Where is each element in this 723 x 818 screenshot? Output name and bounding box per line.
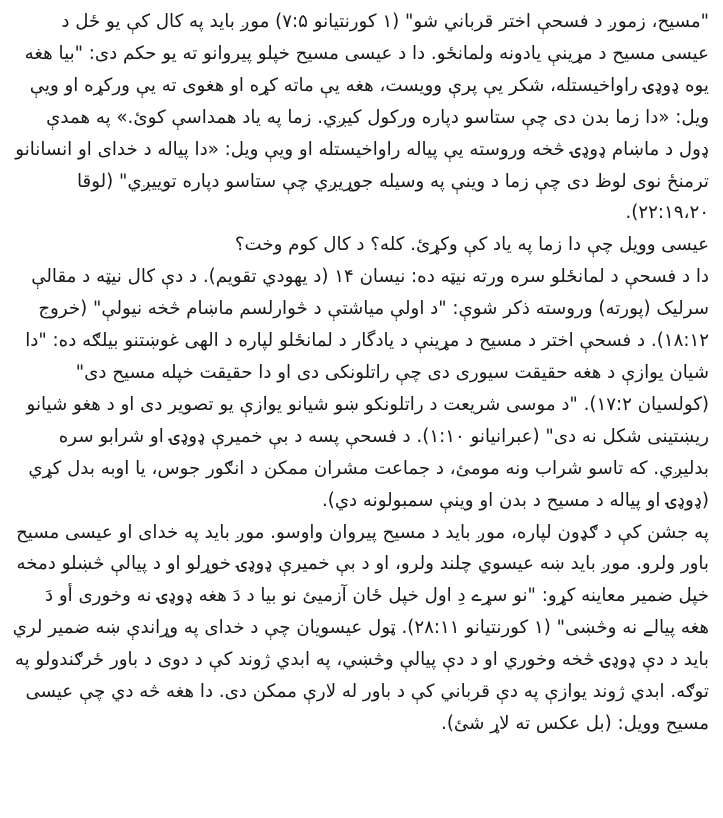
paragraph-passover-command: "مسیح، زموږ د فسحې اختر قرباني شو" (۱ کورنتیانو ۷:۵) موږ باید په کال کې یو ځل د عیسی مسیح د مړینې یادونه ولمانځو. دا د عیسی مسیح خپلو پیروانو ته یو حکم دی: "بیا هغه یوه ډوډۍ راواخیستله، شکر یې پرې وویست، هغه یې ماته کړه او هغوی ته یې ورکړه او ویې ویل: «دا زما بدن دی چې ستاسو دپاره ورکول کیږي. زما په یاد همداسې کوئ.» په همدې ډول د ماښام ډوډۍ څخه وروسته یې پیاله راواخیستله او ویې ویل: «دا پیاله د خدای او انسانانو ترمنځ نوی لوظ دی چې زما د وینې په وسیله جوړیږي چې ستاسو دپاره تویيږي" (لوقا ۲۲:۱۹،۲۰). — [15, 11, 709, 224]
paragraph-date-and-symbols: دا د فسحې د لمانځلو سره ورته نیټه ده: نیسان ۱۴ (د یهودي تقویم). د دې کال نیټه د مقالې سرلیک (پورته) وروسته ذکر شوې: "د اولې میاشتې د څوارلسم ماښام څخه نیولې" (خروج ۱۸:۱۲). د فسحې اختر د مسیح د مړینې د یادگار د لمانځلو لپاره د الهی غوښتنو بیلګه ده: "دا شیان یوازې د هغه حقیقت سیوری دی چې راتلونکی دی او دا حقیقت خپله مسیح دی" (کولسیان ۱۷:۲). "د موسی شریعت د راتلونکو ښو شیانو یوازې یو تصویر دی او د هغو شیانو ریښتینی شکل نه دی" (عبرانیانو ۱:۱۰). د فسحې پسه د بې خمیرې ډوډۍ او شرابو سره بدلیږي. که تاسو شراب ونه مومئ، د جماعت مشران ممکن د انګور جوس، یا اوبه بدل کړي (ډوډۍ او پیاله د مسیح د بدن او وینې سمبولونه دي). — [25, 266, 709, 511]
paragraph-participation: په جشن کې د ګډون لپاره، موږ باید د مسیح پیروان واوسو. موږ باید په خدای او عیسی مسیح باور ولرو. موږ باید ښه عیسوي چلند ولرو، او د بې خمیرې ډوډۍ خوړلو او د پیالې څښلو دمخه خپل ضمیر معاینه کړو: "نو سړے دِ اول خپل ځان آزمیئ نو بیا د دَ هغه ډوډۍ نه وخوری أو دَ هغه پیالے نه وڅښی" (۱ کورنتیانو ۲۸:۱۱). ټول عیسویان چې د خدای په وړاندې ښه ضمیر لري باید د دې ډوډۍ څخه وخوري او د دې پیالې وڅښي، په ابدي ژوند کې د دوی د باور ځرګندولو په توګه. ابدي ژوند یوازې په دې قرباني کې د باور له لارې ممکن دی. دا هغه څه دي چې عیسی مسیح وویل: (بل عکس ته لاړ شئ). — [12, 521, 709, 734]
paragraph-when-question: عیسی وویل چې دا زما په یاد کې وکړئ. کله؟ د کال کوم وخت؟ — [234, 234, 709, 256]
